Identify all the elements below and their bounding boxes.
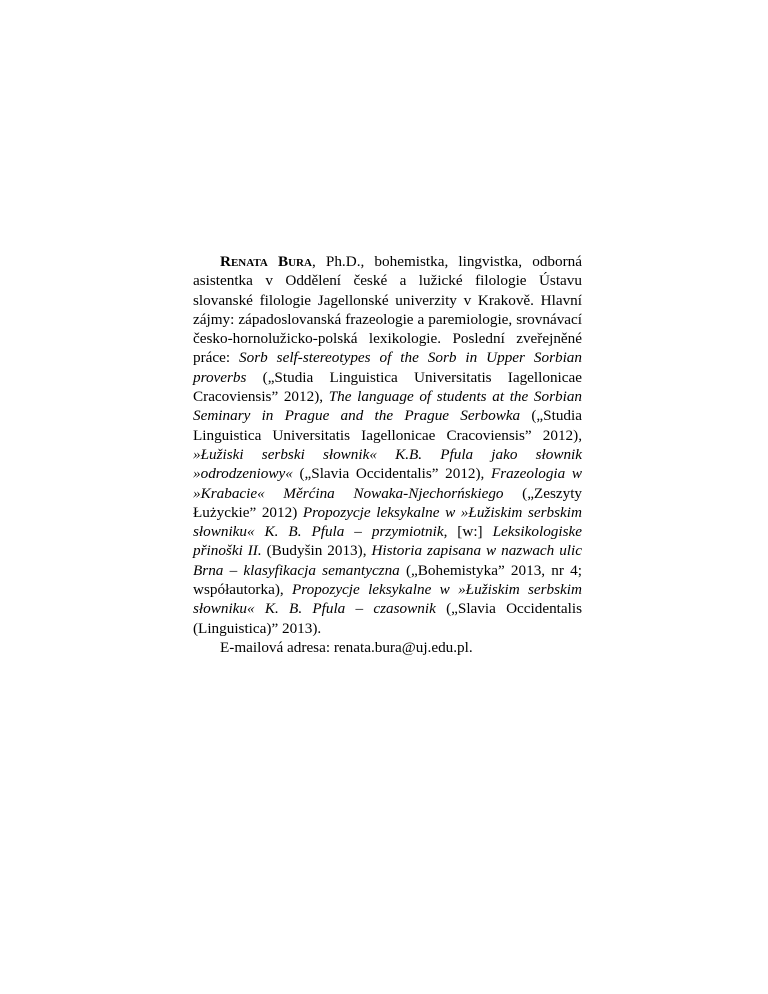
work-source: , [w:] [443,523,493,541]
bio-intro: , Ph.D., bohemistka, lingvistka, odborná asistentka v Oddělení české a lužické filologie Ústavu slovanské filologie Jagellonské univerzity v Krakově. Hlavní zájmy: západoslovanská frazeologie a paremiologie, srovnávací česko-hornolužicko-polská lexikologie. Poslední zveřejněné práce: [193,253,582,367]
contact-paragraph [193,638,582,657]
email-label: E-mailová adresa: [220,638,334,656]
work-source: („Zeszyty Łużyckie” 2012) [193,484,583,521]
work-source: (Budyšin 2013), [261,542,372,560]
work-title: Sorb self-stereotypes of the Sorb in Upper Sorbian proverbs [193,349,582,386]
work-title: »Łužiski serbski słownik« K.B. Pfula jako słownik »odrodzeniowy« [193,445,582,483]
work-title: Leksikologiske přinoški II. [193,523,582,560]
work-source: („Studia Linguistica Universitatis Iagellonicae Cracoviensis” 2012), [193,407,582,444]
work-source: („Studia Linguistica Universitatis Iagellonicae Cracoviensis” 2012), [193,368,582,406]
work-source: („Slavia Occidentalis (Linguistica)” 2013). [193,600,582,637]
work-title: Propozycje leksykalne w »Łužiskim serbskim słowniku« K. B. Pfula – przymiotnik [193,503,582,541]
work-title: Historia zapisana w nazwach ulic Brna – klasyfikacja semantyczna [193,542,582,579]
work-title: Propozycje leksykalne w »Łužiskim serbskim słowniku« K. B. Pfula – czasownik [193,581,582,618]
work-title: The language of students at the Sorbian Seminary in Prague and the Prague Serbowka [193,388,583,425]
email-address: renata.bura@uj.edu.pl. [333,638,473,656]
work-source: („Bohemistyka” 2013, nr 4; współautorka), [193,561,582,599]
author-name [220,253,312,270]
work-source: („Slavia Occidentalis” 2012), [292,465,491,483]
author-last-name: Bura [277,253,312,270]
author-bio [193,252,582,657]
author-first-name: Renata [220,253,268,270]
bio-paragraph [193,252,582,638]
work-title: Frazeologia w »Krabacie« Měrćina Nowaka-Njechorńskiego [193,465,582,502]
